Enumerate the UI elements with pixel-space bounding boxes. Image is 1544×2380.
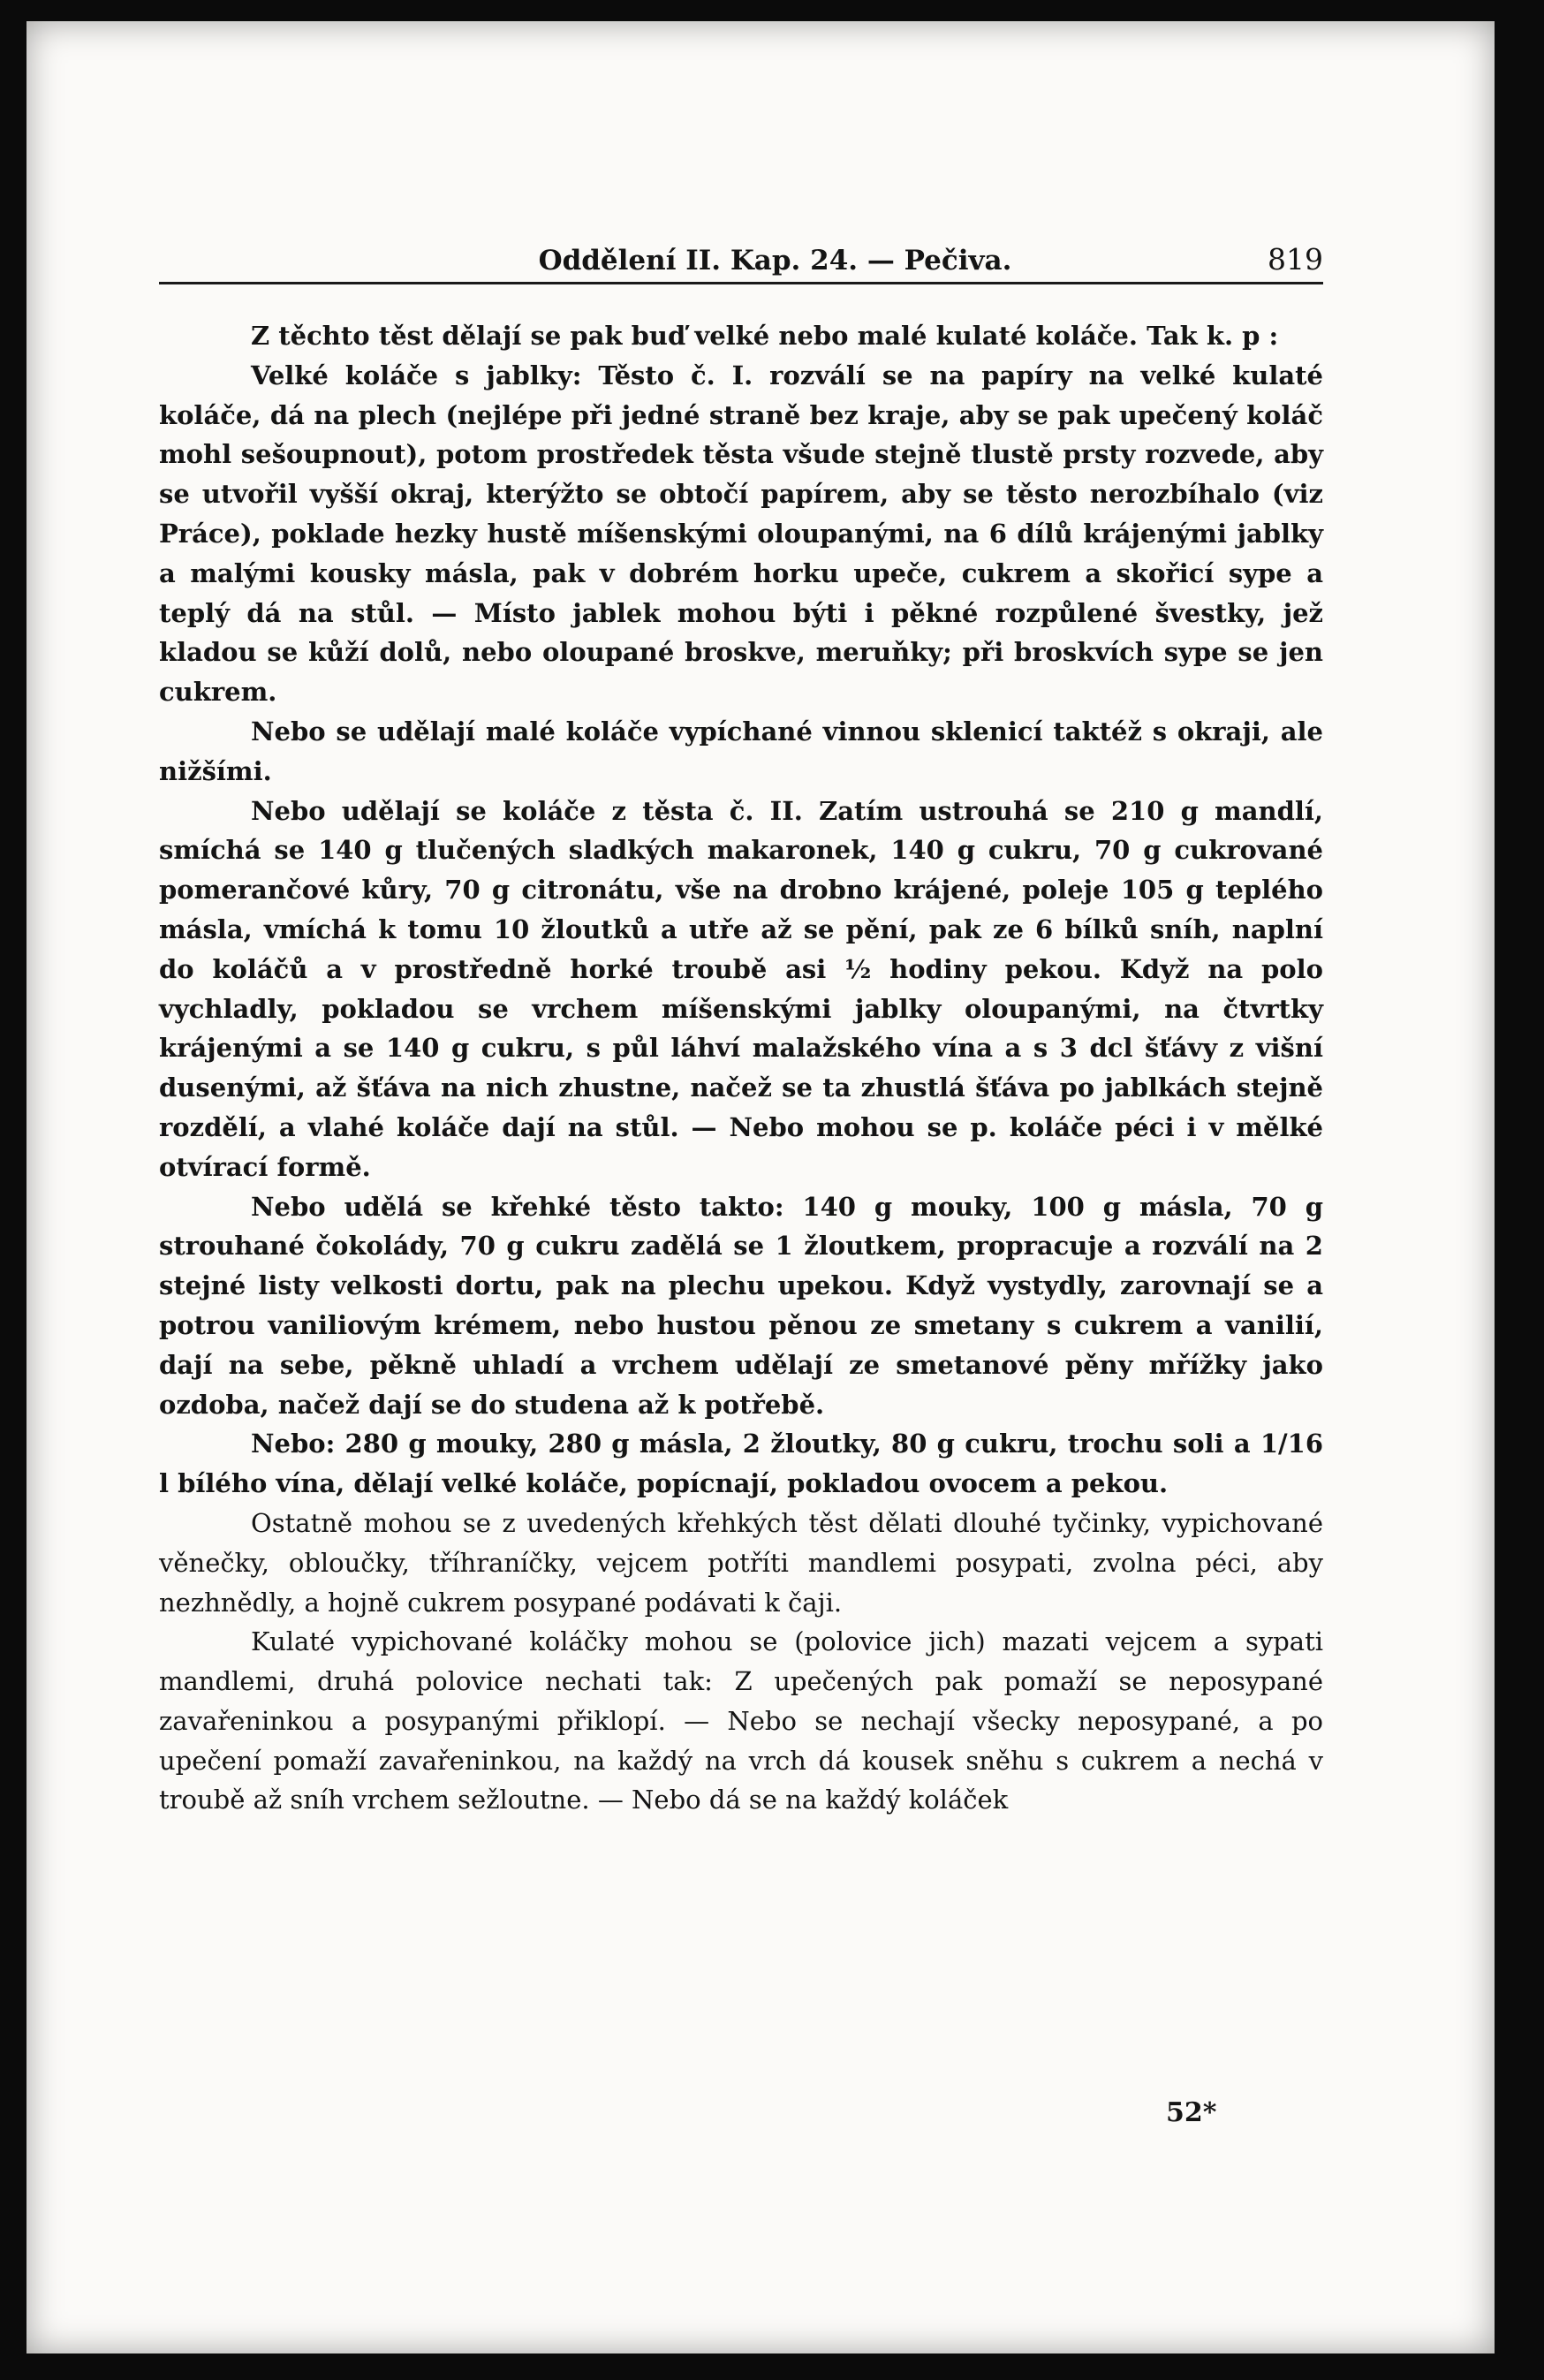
paragraph-small-cakes: Nebo se udělají malé koláče vypíchané vinnou sklenicí taktéž s okraji, ale nižšími. [159,716,1323,786]
page-header [159,242,1323,284]
paragraph-intro: Z těchto těst dělají se pak buď velké nebo malé kulaté koláče. Tak k. p : [251,321,1279,351]
paragraph-fruit-cakes: Nebo: 280 g mouky, 280 g másla, 2 žloutky, 80 g cukru, trochu soli a 1/16 l bílého vína, dělají velké koláče, popícnají, pokladou ovocem a pekou. [159,1429,1323,1499]
paragraph-shortcrust: Nebo udělá se křehké těsto takto: 140 g mouky, 100 g másla, 70 g strouhané čokolády, 70 g cukru zadělá se 1 žloutkem, propracuje a rozválí na 2 stejné listy velkosti dortu, pak na plechu upekou. Když vystydly, zarovnají se a potrou vaniliovým krémem, nebo hustou pěnou ze smetany s cukrem a vanilií, dají na sebe, pěkně uhladí a vrchem udělají ze smetanové pěny mřížky jako ozdoba, načež dají se do studena až k potřebě. [159,1191,1323,1420]
paragraph-almond-cakes: Nebo udělají se koláče z těsta č. II. Zatím ustrouhá se 210 g mandlí, smíchá se 140 g tlučených sladkých makaronek, 140 g cukru, 70 g cukrované pomerančové kůry, 70 g citronátu, vše na drobno krájené, poleje 105 g teplého másla, vmíchá k tomu 10 žloutků a utře až se pění, pak ze 6 bílků sníh, naplní do koláčů a v prostředně horké troubě asi ½ hodiny pekou. Když na polo vychladly, pokladou se vrchem míšenskými jablky oloupanými, na čtvrtky krájenými a se 140 g cukru, s půl láhví malažského vína a s 3 dcl šťávy z višní dusenými, až šťáva na nich zhustne, načež se ta zhustlá šťáva po jablkách stejně rozdělí, a vlahé koláče dají na stůl. — Nebo mohou se p. koláče péci i v mělké otvírací formě. [159,795,1323,1182]
paragraph-apple-cakes: Velké koláče s jablky: Těsto č. I. rozválí se na papíry na velké kulaté koláče, dá na plech (nejlépe při jedné straně bez kraje, aby se pak upečený koláč mohl sešoupnout), potom prostředek těsta všude stejně tlustě prsty rozvede, aby se utvořil vyšší okraj, kterýžto se obtočí papírem, aby se těsto nerozbíhalo (viz Práce), poklade hezky hustě míšenskými oloupanými, na 6 dílů krájenými jablky a malými kousky másla, pak v dobrém horku upeče, cukrem a skořicí sype a teplý dá na stůl. — Místo jablek mohou býti i pěkné rozpůlené švestky, jež kladou se kůží dolů, nebo oloupané broskve, meruňky; při broskvích sype se jen cukrem. [159,360,1323,708]
signature-mark: 52* [1166,2097,1217,2128]
paragraph-round-cookies: Kulaté vypichované koláčky mohou se (polovice jich) mazati vejcem a sypati mandlemi, druhá polovice nechati tak: Z upečených pak pomaží se neposypané zavařeninkou a posypanými přiklopí. — Nebo se nechají všecky neposypané, a po upečení pomaží zavařeninkou, na každý na vrch dá kousek sněhu s cukrem a nechá v troubě až sníh vrchem sežloutne. — Nebo dá se na každý koláček [159,1626,1323,1815]
running-title: Oddělení II. Kap. 24. — Pečiva. [538,245,1012,277]
page-text [159,242,1323,1820]
page-number: 819 [1268,242,1323,277]
paragraph-sticks: Ostatně mohou se z uvedených křehkých těst dělati dlouhé tyčinky, vypichované věnečky, obloučky, tříhraníčky, vejcem potříti mandlemi posypati, zvolna péci, aby nezhnědly, a hojně cukrem posypané podávati k čaji. [159,1507,1323,1618]
book-page [26,21,1495,2353]
